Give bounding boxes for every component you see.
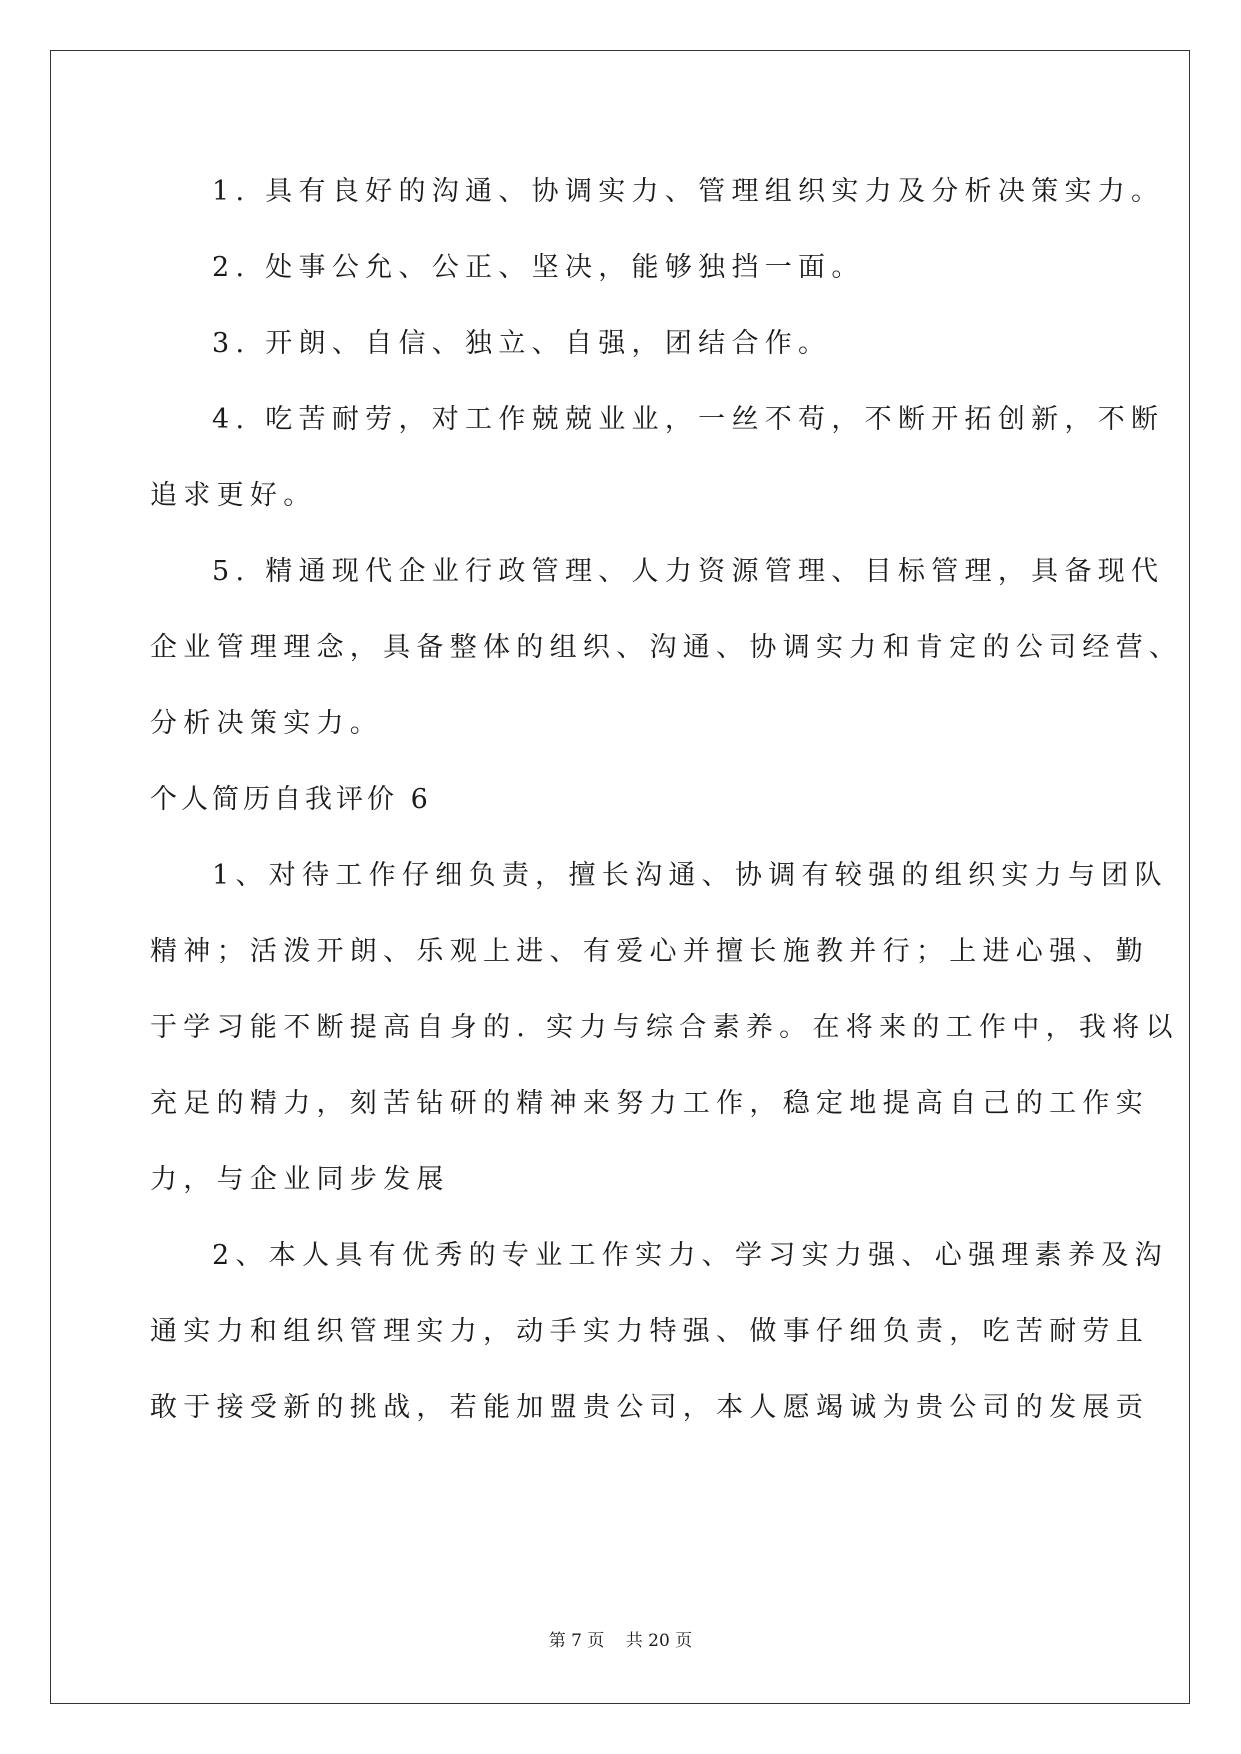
paragraph-line: 通实力和组织管理实力，动手实力特强、做事仔细负责，吃苦耐劳且 xyxy=(150,1316,1149,1347)
page-footer xyxy=(0,1629,1241,1653)
paragraph-line: 充足的精力，刻苦钻研的精神来努力工作，稳定地提高自己的工作实 xyxy=(150,1088,1149,1119)
paragraph-line: 企业管理理念，具备整体的组织、沟通、协调实力和肯定的公司经营、 xyxy=(150,632,1183,663)
paragraph-line: 于学习能不断提高自身的. 实力与综合素养。在将来的工作中，我将以 xyxy=(150,1012,1179,1043)
paragraph-line: 力，与企业同步发展 xyxy=(150,1164,450,1195)
section-heading: 个人简历自我评价 6 xyxy=(150,784,432,815)
page-total: 共 20 页 xyxy=(625,1631,693,1651)
paragraph-line: 敢于接受新的挑战，若能加盟贵公司，本人愿竭诚为贵公司的发展贡 xyxy=(150,1392,1149,1423)
paragraph-line: 精神；活泼开朗、乐观上进、有爱心并擅长施教并行；上进心强、勤 xyxy=(150,936,1149,967)
paragraph-line: 分析决策实力。 xyxy=(150,708,384,739)
paragraph-line: 追求更好。 xyxy=(150,480,317,511)
paragraph-line: 2、本人具有优秀的专业工作实力、学习实力强、心强理素养及沟 xyxy=(212,1240,1168,1271)
paragraph-line: 4. 吃苦耐劳，对工作兢兢业业，一丝不苟，不断开拓创新，不断 xyxy=(212,404,1165,435)
paragraph-line: 5. 精通现代企业行政管理、人力资源管理、目标管理，具备现代 xyxy=(212,556,1165,587)
paragraph-line: 1、对待工作仔细负责，擅长沟通、协调有较强的组织实力与团队 xyxy=(212,860,1168,891)
paragraph-line: 2. 处事公允、公正、坚决，能够独挡一面。 xyxy=(212,252,865,283)
page-number: 第 7 页 xyxy=(548,1631,605,1651)
paragraph-line: 3. 开朗、自信、独立、自强，团结合作。 xyxy=(212,328,832,359)
paragraph-line: 1. 具有良好的沟通、协调实力、管理组织实力及分析决策实力。 xyxy=(212,176,1165,207)
